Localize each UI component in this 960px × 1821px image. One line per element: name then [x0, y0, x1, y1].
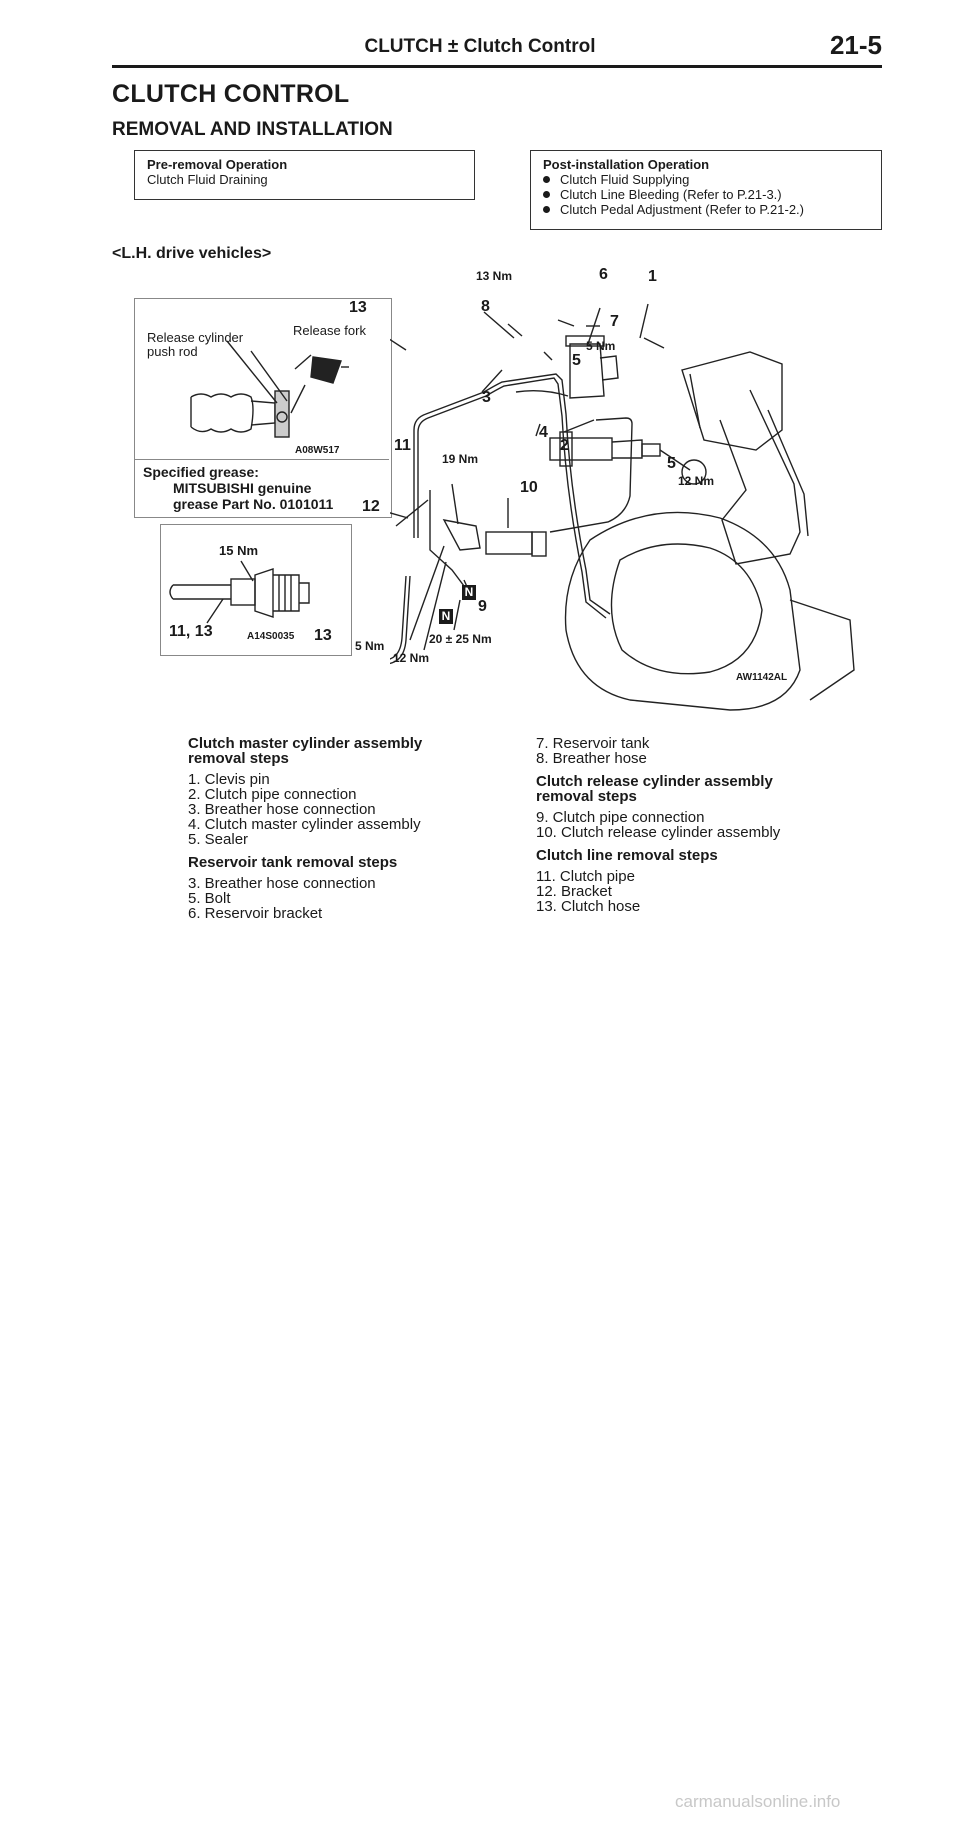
grease-line2: grease Part No. 0101011	[173, 496, 334, 512]
steps-left	[188, 736, 438, 929]
steps-group	[188, 855, 438, 921]
step-item: 6. Reservoir bracket	[188, 905, 323, 922]
callout-11: 11	[394, 437, 411, 454]
torque-5nm-b: 5 Nm	[355, 639, 385, 653]
step-item: 12. Bracket	[536, 883, 612, 900]
callout-8: 8	[481, 298, 490, 315]
section-subtitle: REMOVAL AND INSTALLATION	[112, 119, 393, 140]
n-badge: N	[462, 585, 476, 600]
callout-3: 3	[482, 389, 491, 406]
pre-removal-item: Clutch Fluid Draining	[147, 172, 268, 187]
step-item: 11. Clutch pipe	[536, 868, 635, 885]
grease-title: Specified grease:	[143, 464, 259, 480]
step-item: 4. Clutch master cylinder assembly	[188, 816, 421, 833]
inset2-torque: 15 Nm	[219, 543, 259, 558]
torque-13nm: 13 Nm	[476, 269, 513, 283]
post-install-box	[530, 150, 882, 230]
callout-7: 7	[610, 313, 619, 330]
step-item: 5. Sealer	[188, 831, 249, 848]
callout-13b: 13	[314, 627, 332, 644]
step-item: 7. Reservoir tank	[536, 735, 650, 752]
torque-19nm: 19 Nm	[442, 452, 479, 466]
grease-line1: MITSUBISHI genuine	[173, 480, 312, 496]
vehicle-variant: <L.H. drive vehicles>	[112, 245, 272, 262]
grease-inset	[134, 298, 392, 518]
callout-5: 5	[572, 352, 581, 369]
steps-title: Clutch release cylinder assembly removal steps	[536, 773, 773, 805]
callout-4: 4	[539, 424, 548, 441]
pre-removal-box	[134, 150, 475, 200]
steps-group	[536, 848, 796, 914]
callout-13: 13	[349, 299, 367, 316]
torque-5nm-a: 5 Nm	[586, 339, 616, 353]
post-install-item: Clutch Line Bleeding (Refer to P.21-3.)	[543, 187, 869, 202]
post-install-item: Clutch Pedal Adjustment (Refer to P.21-2.)	[543, 202, 869, 217]
grease-spec	[135, 459, 389, 516]
n-badge: N	[439, 609, 453, 624]
steps-title: Clutch master cylinder assembly removal steps	[188, 735, 423, 767]
callout-9: 9	[478, 598, 487, 615]
callout-1: 1	[648, 268, 657, 285]
steps-group	[188, 736, 438, 847]
inset1-code: A08W517	[295, 445, 340, 456]
bullet-icon	[543, 206, 550, 213]
callout-5b: 5	[667, 455, 676, 472]
header-rule	[112, 65, 882, 68]
steps-group	[536, 736, 796, 766]
bullet-icon	[543, 191, 550, 198]
label-release-cylinder: Release cylinder push rod	[147, 330, 244, 359]
step-item: 3. Breather hose connection	[188, 875, 376, 892]
bullet-icon	[543, 176, 550, 183]
diagram-code: AW1142AL	[736, 672, 788, 683]
step-item: 9. Clutch pipe connection	[536, 809, 705, 826]
step-item: 8. Breather hose	[536, 750, 647, 767]
page-header-title: CLUTCH ± Clutch Control	[364, 36, 596, 57]
section-title: CLUTCH CONTROL	[112, 80, 350, 108]
inset2-callout: 11, 13	[169, 623, 213, 640]
callout-12: 12	[362, 498, 380, 515]
torque-20-25nm: 20 ± 25 Nm	[429, 632, 492, 646]
steps-right	[536, 736, 796, 922]
step-item: 5. Bolt	[188, 890, 231, 907]
steps-title: Clutch line removal steps	[536, 847, 718, 864]
post-install-item: Clutch Fluid Supplying	[543, 172, 869, 187]
step-item: 13. Clutch hose	[536, 898, 641, 915]
torque-12nm-b: 12 Nm	[393, 651, 430, 665]
label-release-fork: Release fork	[293, 323, 366, 338]
page-number: 21-5	[829, 30, 882, 60]
steps-title: Reservoir tank removal steps	[188, 854, 398, 871]
step-item: 3. Breather hose connection	[188, 801, 376, 818]
callout-10: 10	[520, 479, 538, 496]
callout-2: 2	[560, 437, 569, 454]
step-item: 1. Clevis pin	[188, 771, 270, 788]
inset2-code: A14S0035	[247, 631, 295, 642]
pre-removal-title: Pre-removal Operation	[147, 157, 288, 172]
post-install-title: Post-installation Operation	[543, 157, 710, 172]
step-item: 2. Clutch pipe connection	[188, 786, 357, 803]
callout-6: 6	[599, 266, 608, 283]
steps-group	[536, 774, 796, 840]
torque-12nm-a: 12 Nm	[678, 474, 715, 488]
footer-watermark[interactable]: carmanualsonline.info	[675, 1792, 841, 1811]
step-item: 10. Clutch release cylinder assembly	[536, 824, 781, 841]
